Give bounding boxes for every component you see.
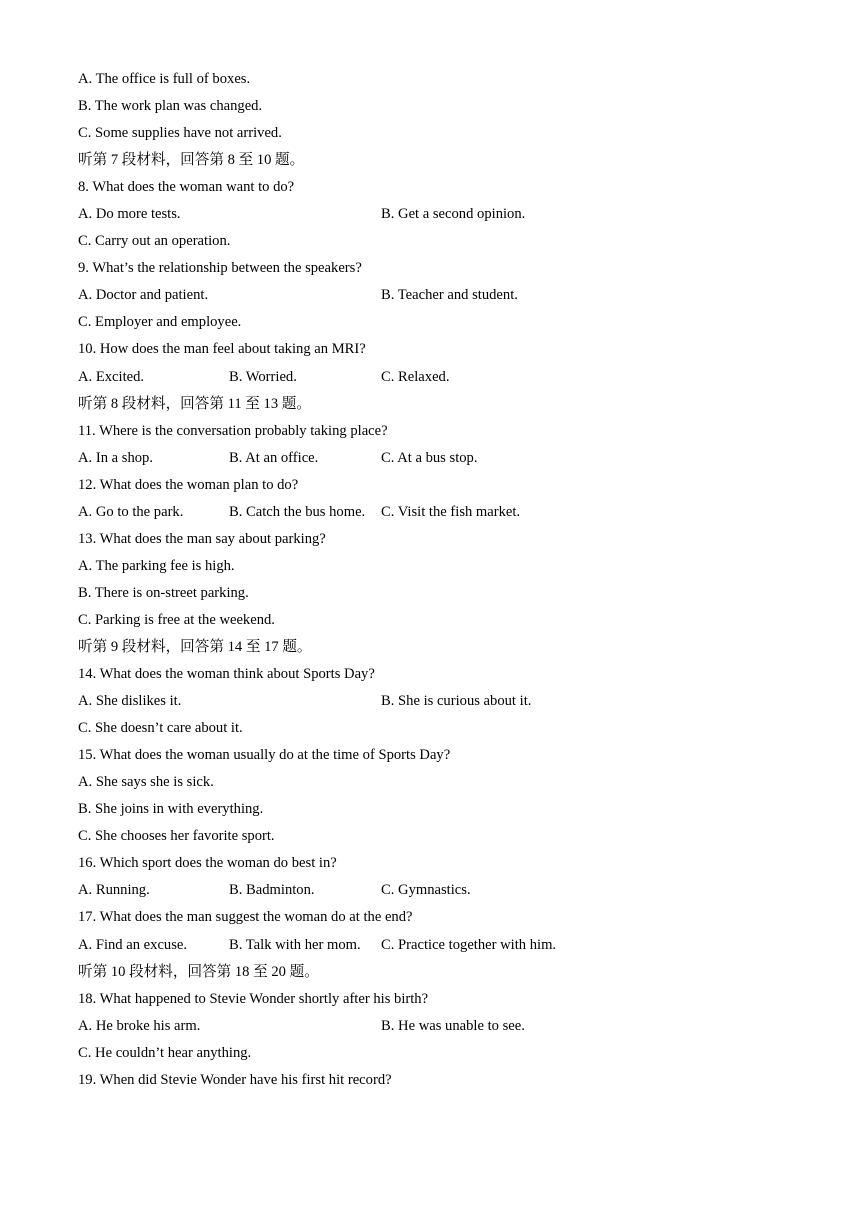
answer-option-a: A. Do more tests.: [78, 206, 181, 223]
answer-option-a: A. Doctor and patient.: [78, 287, 209, 304]
answer-option-row: [78, 553, 798, 580]
section-heading: [78, 634, 798, 661]
question-text: 10. How does the man feel about taking an MRI?: [78, 341, 366, 358]
answer-option-a: A. He broke his arm.: [78, 1017, 201, 1034]
answer-option-b: B. At an office.: [229, 449, 319, 466]
question-text: 13. What does the man say about parking?: [78, 530, 326, 547]
answer-option-b: B. Catch the bus home.: [229, 503, 366, 520]
answer-option: B. The work plan was changed.: [78, 98, 263, 115]
answer-option-row: [78, 228, 798, 255]
question-text: 15. What does the woman usually do at the time of Sports Day?: [78, 747, 451, 764]
question-text: 9. What’s the relationship between the speakers?: [78, 260, 362, 277]
answer-option-a: A. Go to the park.: [78, 503, 184, 520]
answer-option-row: [78, 1040, 798, 1067]
answer-option-row: [78, 445, 798, 472]
question-stem: [78, 850, 798, 877]
answer-option: C. She chooses her favorite sport.: [78, 828, 275, 845]
answer-option: C. Some supplies have not arrived.: [78, 125, 282, 142]
answer-option-row: [78, 499, 798, 526]
answer-option-b: B. Worried.: [229, 368, 297, 385]
answer-option-row: [78, 688, 798, 715]
question-text: 12. What does the woman plan to do?: [78, 476, 299, 493]
answer-option-c: C. Relaxed.: [381, 368, 450, 385]
answer-option-row: [78, 201, 798, 228]
answer-option-b: B. Badminton.: [229, 882, 315, 899]
answer-option: C. Carry out an operation.: [78, 233, 231, 250]
question-text: 19. When did Stevie Wonder have his first hit record?: [78, 1071, 392, 1088]
answer-option-a: A. Excited.: [78, 368, 145, 385]
answer-option-row: [78, 93, 798, 120]
answer-option-row: [78, 282, 798, 309]
answer-option-a: A. Running.: [78, 882, 150, 899]
question-text: 16. Which sport does the woman do best in?: [78, 855, 337, 872]
answer-option-b: B. Talk with her mom.: [229, 936, 361, 953]
answer-option-b: B. He was unable to see.: [381, 1017, 525, 1034]
answer-option: B. There is on-street parking.: [78, 584, 249, 601]
answer-option: A. The parking fee is high.: [78, 557, 235, 574]
answer-option-c: C. Visit the fish market.: [381, 503, 521, 520]
section-heading-text: 听第 7 段材料，回答第 8 至 10 题。: [78, 152, 305, 169]
answer-option: A. The office is full of boxes.: [78, 71, 251, 87]
section-heading-text: 听第 10 段材料，回答第 18 至 20 题。: [78, 963, 319, 980]
section-heading: [78, 959, 798, 986]
section-heading: [78, 147, 798, 174]
answer-option-row: [78, 877, 798, 904]
question-stem: [78, 526, 798, 553]
question-stem: [78, 336, 798, 363]
answer-option: B. She joins in with everything.: [78, 801, 264, 818]
answer-option-b: B. She is curious about it.: [381, 693, 532, 710]
answer-option: C. Employer and employee.: [78, 314, 242, 331]
answer-option-row: [78, 1013, 798, 1040]
answer-option-row: [78, 932, 798, 959]
question-stem: [78, 1067, 798, 1094]
question-stem: [78, 986, 798, 1013]
answer-option-b: B. Teacher and student.: [381, 287, 518, 304]
answer-option: C. Parking is free at the weekend.: [78, 611, 275, 628]
answer-option-row: [78, 715, 798, 742]
answer-option-row: [78, 120, 798, 147]
answer-option-row: [78, 796, 798, 823]
answer-option: A. She says she is sick.: [78, 774, 214, 791]
question-text: 8. What does the woman want to do?: [78, 179, 295, 196]
answer-option-b: B. Get a second opinion.: [381, 206, 526, 223]
question-stem: [78, 255, 798, 282]
question-stem: [78, 472, 798, 499]
answer-option-row: [78, 607, 798, 634]
question-text: 17. What does the man suggest the woman do at the end?: [78, 909, 413, 926]
question-text: 14. What does the woman think about Sports Day?: [78, 666, 375, 683]
section-heading-text: 听第 8 段材料，回答第 11 至 13 题。: [78, 395, 311, 412]
answer-option-row: [78, 823, 798, 850]
question-stem: [78, 418, 798, 445]
answer-option-c: C. Practice together with him.: [381, 936, 557, 953]
question-stem: [78, 904, 798, 931]
section-heading-text: 听第 9 段材料，回答第 14 至 17 题。: [78, 638, 312, 655]
answer-option-row: [78, 66, 798, 93]
answer-option-row: [78, 580, 798, 607]
question-stem: [78, 742, 798, 769]
question-stem: [78, 174, 798, 201]
answer-option-row: [78, 364, 798, 391]
answer-option: C. She doesn’t care about it.: [78, 720, 243, 737]
answer-option-a: A. She dislikes it.: [78, 693, 182, 710]
answer-option-c: C. At a bus stop.: [381, 449, 478, 466]
answer-option-a: A. Find an excuse.: [78, 936, 188, 953]
answer-option-row: [78, 769, 798, 796]
answer-option-c: C. Gymnastics.: [381, 882, 471, 899]
question-text: 18. What happened to Stevie Wonder shortly after his birth?: [78, 990, 429, 1007]
answer-option: C. He couldn’t hear anything.: [78, 1044, 252, 1061]
answer-option-row: [78, 309, 798, 336]
question-text: 11. Where is the conversation probably taking place?: [78, 422, 388, 439]
question-stem: [78, 661, 798, 688]
section-heading: [78, 391, 798, 418]
document-page: [78, 66, 798, 1094]
answer-option-a: A. In a shop.: [78, 449, 153, 466]
